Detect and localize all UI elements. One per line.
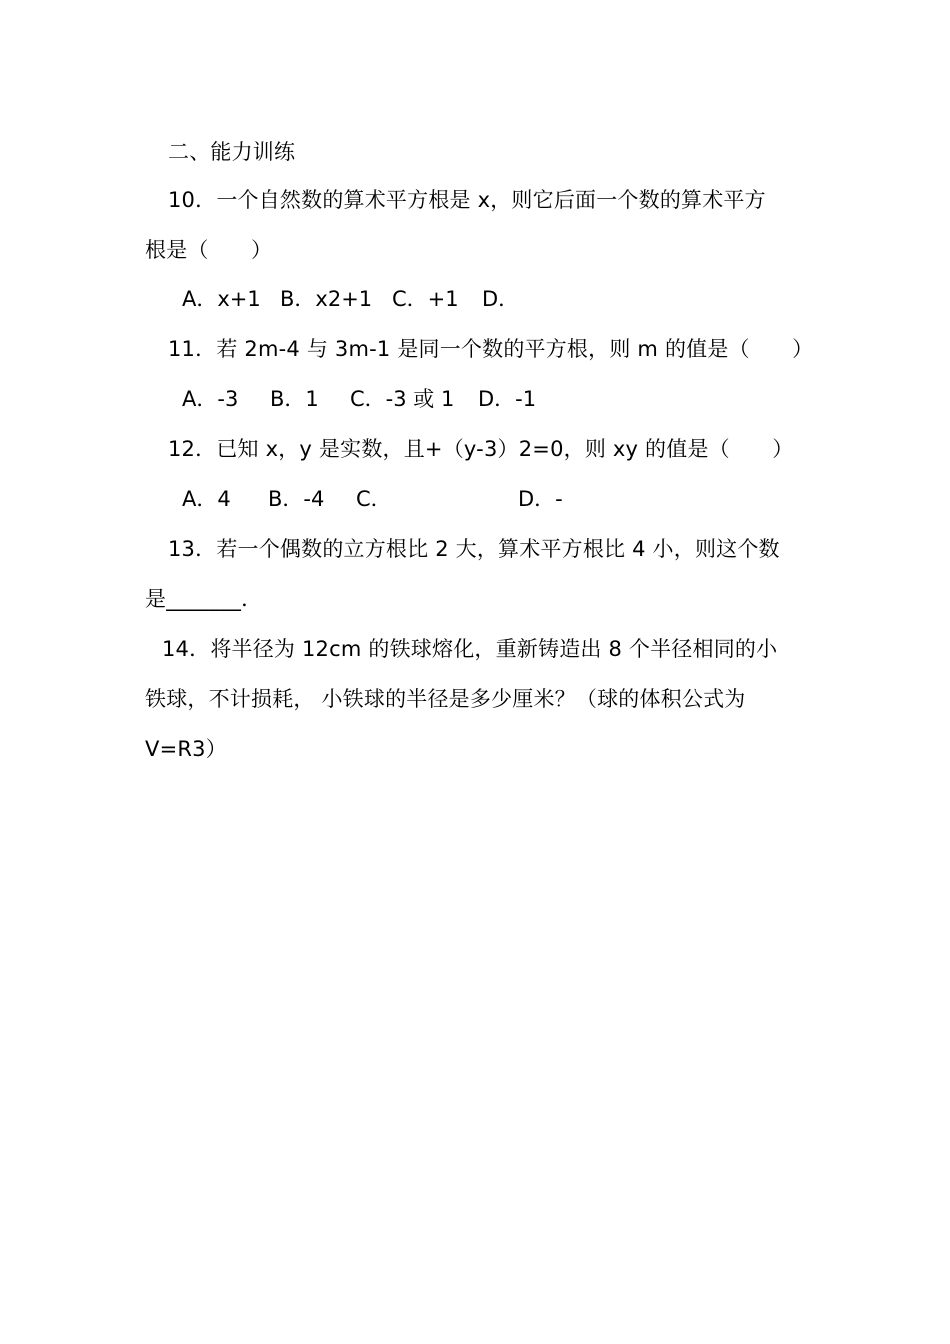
- question-14-line-2: 铁球，不计损耗， 小铁球的半径是多少厘米？（球的体积公式为: [145, 687, 746, 711]
- question-12-option-b: B．-4: [268, 487, 325, 511]
- question-10-option-d: D．: [482, 287, 520, 311]
- question-12-option-d: D．-: [518, 487, 563, 511]
- question-10-option-a: A．x+1: [182, 287, 261, 311]
- section-title: 二、能力训练: [168, 140, 296, 164]
- question-13-line-2: 是_______．: [145, 587, 263, 611]
- question-11-option-c: C．-3 或 1: [350, 387, 455, 411]
- question-10-option-b: B．x2+1: [280, 287, 373, 311]
- question-11-line-1: 11．若 2m-4 与 3m-1 是同一个数的平方根，则 m 的值是（ ）: [168, 337, 814, 361]
- question-14-line-3: V=R3）: [145, 737, 227, 761]
- question-14-line-1: 14．将半径为 12cm 的铁球熔化，重新铸造出 8 个半径相同的小: [162, 637, 778, 661]
- question-12-option-a: A．4: [182, 487, 231, 511]
- question-10-option-c: C．+1: [392, 287, 459, 311]
- question-11-option-b: B．1: [270, 387, 319, 411]
- question-10-line-2: 根是（ ）: [145, 238, 273, 262]
- question-10-line-1: 10．一个自然数的算术平方根是 x，则它后面一个数的算术平方: [168, 188, 766, 212]
- question-12-option-c: C．: [356, 487, 392, 511]
- question-11-option-a: A．-3: [182, 387, 239, 411]
- question-13-line-1: 13．若一个偶数的立方根比 2 大，算术平方根比 4 小，则这个数: [168, 537, 780, 561]
- question-12-line-1: 12．已知 x，y 是实数，且+（y-3）2=0，则 xy 的值是（ ）: [168, 437, 794, 461]
- question-11-option-d: D．-1: [478, 387, 537, 411]
